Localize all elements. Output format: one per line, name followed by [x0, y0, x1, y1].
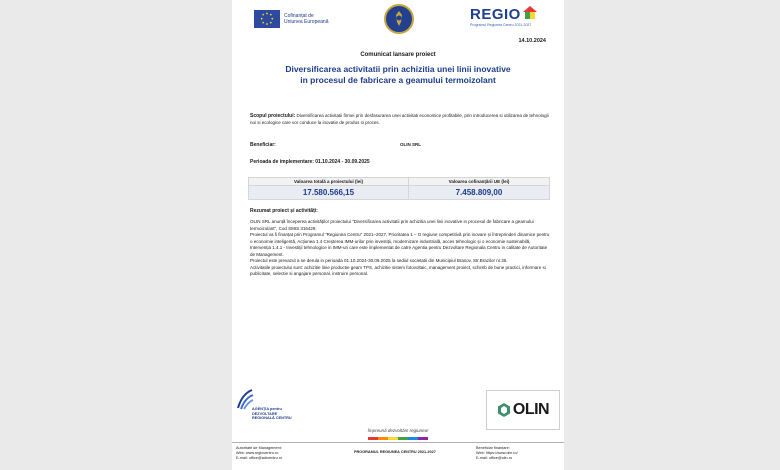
project-summary [250, 219, 550, 278]
eu-flag-icon [254, 10, 280, 28]
project-title-line-1: Diversificarea activitatii prin achizitia unei linii inovative [285, 64, 511, 74]
document-date: 14.10.2024 [518, 38, 546, 44]
regio-logo-text: REGIO [470, 6, 521, 23]
summary-title: Rezumat proiect și activități: [250, 208, 318, 214]
footer-left-line: Autoritate de Management: [236, 446, 282, 450]
eu-cofinancing-logo [254, 10, 332, 28]
footer-management-authority [236, 446, 282, 461]
eu-value-label: Valoarea cofinanțării UE (lei) [408, 178, 549, 186]
footer-right-line: E-mail: office@olin.ro [476, 456, 513, 460]
document-type: Comunicat lansare proiect [360, 52, 436, 58]
period-value: 01.10.2024 - 30.09.2025 [315, 159, 370, 165]
project-title-line-2: in procesul de fabricare a geamului termoizolant [300, 75, 496, 85]
olin-hexagon-icon [497, 403, 511, 417]
adr-centru-logo [236, 388, 296, 421]
regio-color-strip [368, 437, 428, 440]
summary-paragraph: Activitatile proiectului sunt: achizitie linie productie geam TPS, achizitie sistem fotovoltaic, management proiect, schimb de bune practici, informare si publicitate, selectie si angajare personal, instruire personal. [250, 264, 546, 276]
footer-right-line: Web: https://www.olin.ro/ [476, 451, 518, 455]
scope-label: Scopul proiectului: [250, 113, 296, 119]
summary-paragraph: OLIN SRL anunță începerea activităților proiectului "Diversificarea activitatii prin achizitia unei linii inovative in procesul de fabricare a geamului termoizolant", Cod SMIS 316429. [250, 219, 534, 231]
footer-left-line: Web: www.regiocentru.ro [236, 451, 279, 455]
scope-text: Diversificarea activitatii firmei prin desfasurarea unei activitati economice profitabile, prin introducerea si utilizarea de tehnologii noi si ecologice care vor conduce la inovatie de produs si proces. [250, 113, 549, 125]
footer-left-line: E-mail: office@adrcentru.ro [236, 456, 283, 460]
total-value-label: Valoarea totală a proiectului (lei) [249, 178, 409, 186]
summary-paragraph: Proiectul va fi finanțat prin Programul "Regiunea Centru" 2021–2027, Prioritatea 1 – O regiune competitivă prin inovare și întreprinderi dinamice pentru o economie inteligentă, Acțiunea 1.4 Creșterea IMM-urilor prin investiții, modernizare industrială, acces tehnologic și o economie sustenabilă, Intervenția 1.4.1 - Investiții tehnologice in IMM-uri care este implementat de catre Agentia pentru Dezvoltare Regionala Centru in calitate de Autoritate de Management. [250, 232, 550, 257]
implementation-period [250, 159, 550, 166]
regio-house-icon [523, 6, 537, 23]
document-page [232, 0, 564, 470]
beneficiary-label: Beneficiar: [250, 142, 276, 148]
slogan: Împreună dezvoltăm regiunea! [367, 428, 429, 433]
beneficiary-value: OLIN SRL [400, 142, 421, 147]
olin-logo [486, 390, 560, 430]
project-values-table [248, 177, 550, 200]
period-label: Perioada de implementare: [250, 159, 314, 165]
regio-logo [470, 6, 550, 27]
footer-program-name: PROGRAMUL REGIUNEA CENTRU 2021-2027 [354, 450, 436, 454]
footer-divider [232, 442, 564, 443]
eu-cofinancing-value: 7.458.809,00 [408, 186, 549, 200]
project-scope [250, 113, 550, 126]
footer-right-line: Beneficiar finanțare: [476, 446, 510, 450]
eu-logo-text: Cofinanțat de Uniunea Europeană [284, 13, 329, 25]
romania-government-seal-icon [384, 4, 414, 34]
summary-paragraph: Proiectul este prevazut a se derula in perioada 01.10.2024-30.09.2025 la sediul societatii din Municipiul Brasov, Str.Brazilor nr.35. [250, 258, 508, 263]
regio-subtitle: Programul Regiunea Centru 2021-2027 [470, 23, 532, 27]
project-title [262, 64, 534, 86]
beneficiary-row [250, 142, 550, 149]
footer-beneficiary [476, 446, 518, 461]
olin-logo-text: OLIN [512, 401, 550, 418]
agency-name: AGENȚIA pentru DEZVOLTARE REGIONALĂ CENTRU [252, 407, 292, 421]
total-value: 17.580.566,15 [249, 186, 409, 200]
